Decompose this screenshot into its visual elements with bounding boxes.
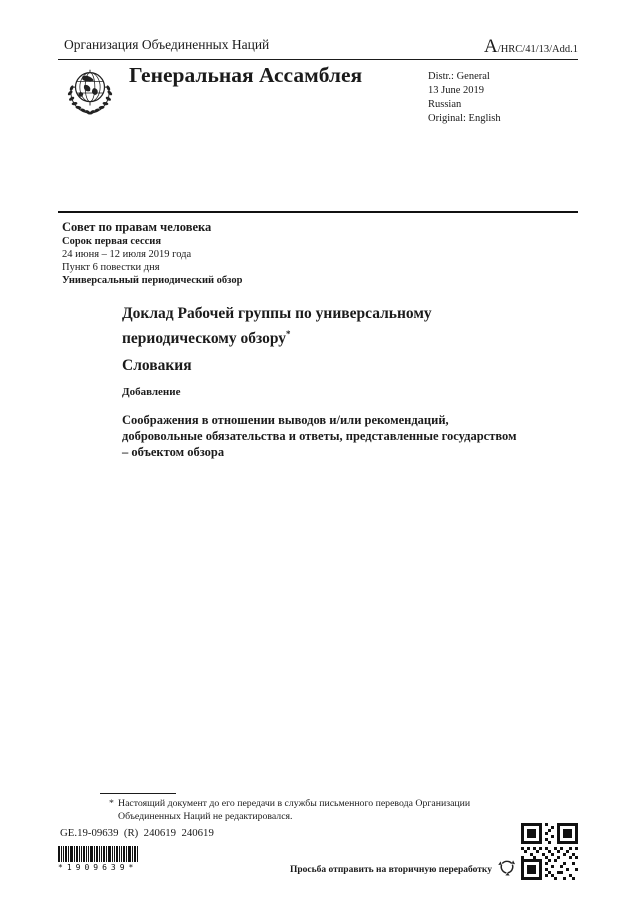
report-subtitle: Соображения в отношении выводов и/или рекомендаций, добровольные обязательства и ответы, представленные государством – объектом обзора (122, 413, 517, 459)
session-block (62, 219, 242, 287)
footnote (100, 798, 493, 823)
document-symbol-number: /HRC/41/13/Add.1 (497, 44, 578, 55)
barcode-text: *1909639* (58, 863, 138, 872)
report-title-text: Доклад Рабочей группы по универсальному периодическому обзору (122, 305, 432, 348)
section-rule (58, 211, 578, 213)
distr-date: 13 June 2019 (428, 85, 484, 96)
title-footnote-marker: * (286, 329, 291, 339)
distr-original: Original: English (428, 113, 501, 124)
agenda-item: Пункт 6 повестки дня (62, 262, 160, 273)
un-emblem-icon (61, 63, 119, 121)
distr-language: Russian (428, 99, 462, 110)
org-name: Организация Объединенных Наций (64, 37, 270, 52)
addendum-label: Добавление (122, 386, 181, 398)
header-rule (58, 59, 578, 60)
qr-code-icon (521, 823, 578, 880)
footnote-marker: * (109, 798, 114, 809)
recycle-icon (496, 856, 518, 883)
session-dates: 24 июня – 12 июля 2019 года (62, 249, 192, 260)
footnote-text: Настоящий документ до его передачи в службы письменного перевода Организации Объединенных Наций не редактировался. (118, 798, 471, 822)
document-symbol (484, 36, 578, 58)
recycle-text: Просьба отправить на вторичную переработку (290, 864, 492, 875)
document-symbol-series: A (484, 36, 498, 57)
report-title (122, 304, 512, 349)
footnote-rule (100, 793, 176, 794)
distribution-block (428, 70, 501, 126)
agenda-topic: Универсальный периодический обзор (62, 275, 243, 286)
assembly-title: Генеральная Ассамблея (129, 63, 363, 87)
ge-number: GE.19-09639 (R) 240619 240619 (60, 827, 214, 839)
country-name: Словакия (122, 357, 192, 374)
council-name: Совет по правам человека (62, 220, 212, 234)
distr-line: Distr.: General (428, 71, 490, 82)
barcode (58, 846, 140, 872)
session-number: Сорок первая сессия (62, 236, 162, 247)
recycle-notice (290, 856, 518, 883)
